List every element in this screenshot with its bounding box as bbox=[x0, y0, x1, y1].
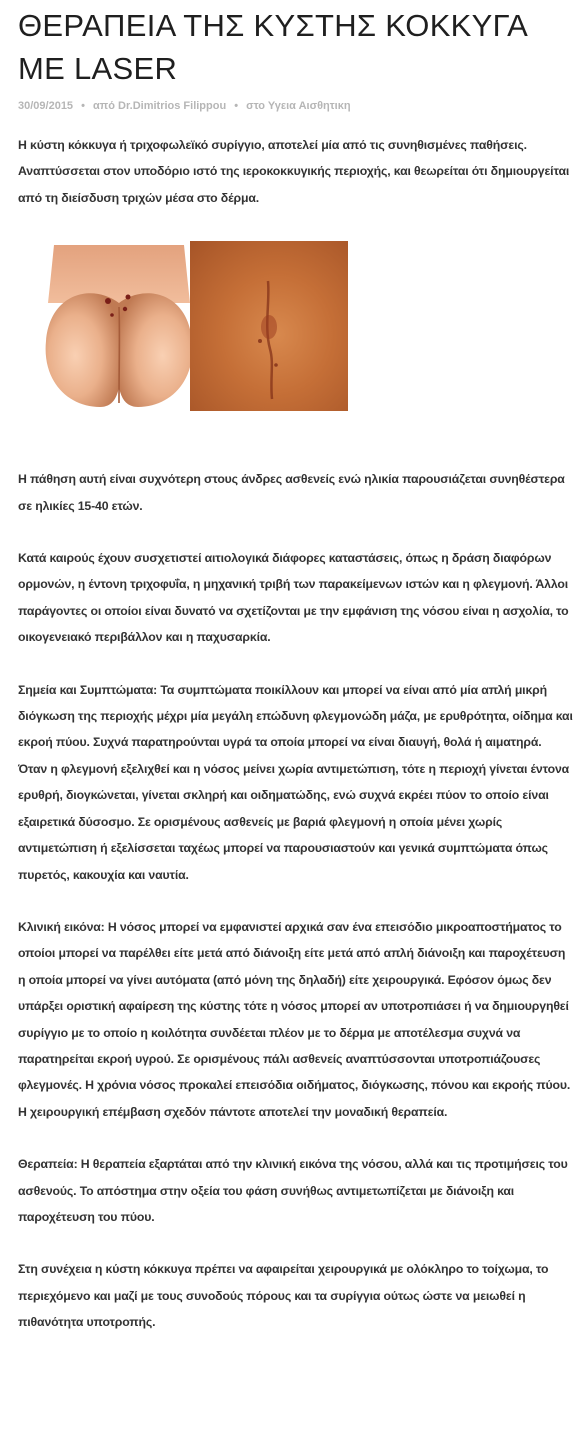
category-link[interactable]: Υγεια Αισθητικη bbox=[267, 100, 351, 112]
paragraph-causes: Κατά καιρούς έχουν συσχετιστεί αιτιολογικά διάφορες καταστάσεις, όπως η δράση διαφόρων ορμονών, η έντονη τριχοφυΐα, η μηχανική τριβή των παρακείμενων ιστών και η φλεγμονή. Άλλοι παράγοντες οι οποίοι είναι δυνατό να σχετίζονται με την εμφάνιση της νόσου είναι η ασχολία, το οικογενειακό περιβάλλον και η παχυσαρκία. bbox=[18, 551, 569, 645]
lower-back-illustration-icon bbox=[40, 245, 198, 411]
category-prefix: στο bbox=[246, 100, 266, 112]
paragraph-clinical-picture: Κλινική εικόνα: Η νόσος μπορεί να εμφανιστεί αρχικά σαν ένα επεισόδιο μικροαποστήματος το οποίοι μπορεί να παρέλθει είτε μετά από διάνοιξη είτε μετά από απλή διάνοιξη και παροχέτευση η οποία μπορεί να γίνει αυτόματα (από μόνη της δηλαδή) είτε χειρουργικά. Εφόσον όμως δεν υπάρξει οριστική αφαίρεση της κύστης τότε η νόσος μπορεί αν υποτροπιάσει ή να δημιουργηθεί συρίγγιο με το οποίο η κοιλότητα συνδέεται πλέον με το δέρμα με αποτέλεσμα συχνά να παρατηρείται εκροή υγρού. Σε ορισμένους πάλι ασθενείς αναπτύσσονται υποτροπιάζουσες φλεγμονές. Η χρόνια νόσος προκαλεί επεισόδια οιδήματος, διόγκωσης, πόνου και εκροής πύου. Η χειρουργική επέμβαση σχεδόν πάντοτε αποτελεί την μοναδική θεραπεία. bbox=[18, 919, 571, 1119]
post-meta bbox=[18, 98, 573, 114]
article-images bbox=[18, 241, 573, 416]
author-link[interactable]: Dr.Dimitrios Filippou bbox=[118, 100, 227, 112]
page-title: ΘΕΡΑΠΕΙΑ ΤΗΣ ΚΥΣΤΗΣ ΚΟΚΚΥΓΑ ΜΕ LASER bbox=[18, 8, 527, 86]
author-prefix: από bbox=[93, 100, 115, 112]
paragraph-prevalence: Η πάθηση αυτή είναι συχνότερη στους άνδρες ασθενείς ενώ ηλικία παρουσιάζεται συνηθέστερα σε ηλικίες 15-40 ετών. bbox=[18, 472, 565, 513]
paragraph-symptoms: Σημεία και Συμπτώματα: Τα συμπτώματα ποικίλλουν και μπορεί να είναι από μία απλή μικρή διόγκωση της περιοχής μέχρι μία μεγάλη επώδυνη φλεγμονώδη μάζα, με ερυθρότητα, οίδημα και εκροή πύου. Συχνά παρατηρούνται υγρά τα οποία μπορεί να είναι διαυγή, θολά ή αιματηρά. Όταν η φλεγμονή εξελιχθεί και η νόσος μείνει χωρία αντιμετώπιση, τότε η περιοχή γίνεται έντονα ερυθρή, διογκώνεται, γίνεται σκληρή και οιδηματώδης, ενώ συχνά εκρέει πύον το οποίο είναι εξαιρετικά δύσοσμο. Σε ορισμένους ασθενείς με βαριά φλεγμονή η οποία μένει χωρίς αντιμετώπιση ή εξελίσσεται ταχέως μπορεί να παρουσιαστούν και γενικά συμπτώματα όπως πυρετός, κακουχία και ναυτία. bbox=[18, 682, 573, 882]
paragraph-treatment: Θεραπεία: Η θεραπεία εξαρτάται από την κλινική εικόνα της νόσου, αλλά και τις προτιμήσεις του ασθενούς. Το απόστημα στην οξεία του φάση συνήθως αντιμετωπίζεται με διάνοιξη και παροχέτευση του πύου. bbox=[18, 1157, 568, 1224]
paragraph-surgery: Στη συνέχεια η κύστη κόκκυγα πρέπει να αφαιρείται χειρουργικά με ολόκληρο το τοίχωμα, το περιεχόμενο και μαζί με τους συνοδούς πόρους και τα συρίγγια ούτως ώστε να μειωθεί η πιθανότητα υποτροπής. bbox=[18, 1262, 549, 1330]
post-date: 30/09/2015 bbox=[18, 100, 74, 112]
meta-separator-2: • bbox=[234, 100, 239, 112]
meta-separator: • bbox=[81, 100, 85, 112]
paragraph-intro: Η κύστη κόκκυγα ή τριχοφωλεϊκό συρίγγιο, αποτελεί μία από τις συνηθισμένες παθήσεις. Αναπτύσσεται στον υποδόριο ιστό της ιεροκοκκυγικής περιοχής, και θεωρείται ότι δημιουργείται από τη διείσδυση τριχών μέσα στο δέρμα. bbox=[18, 138, 570, 205]
skin-closeup-photo-icon bbox=[190, 241, 348, 411]
